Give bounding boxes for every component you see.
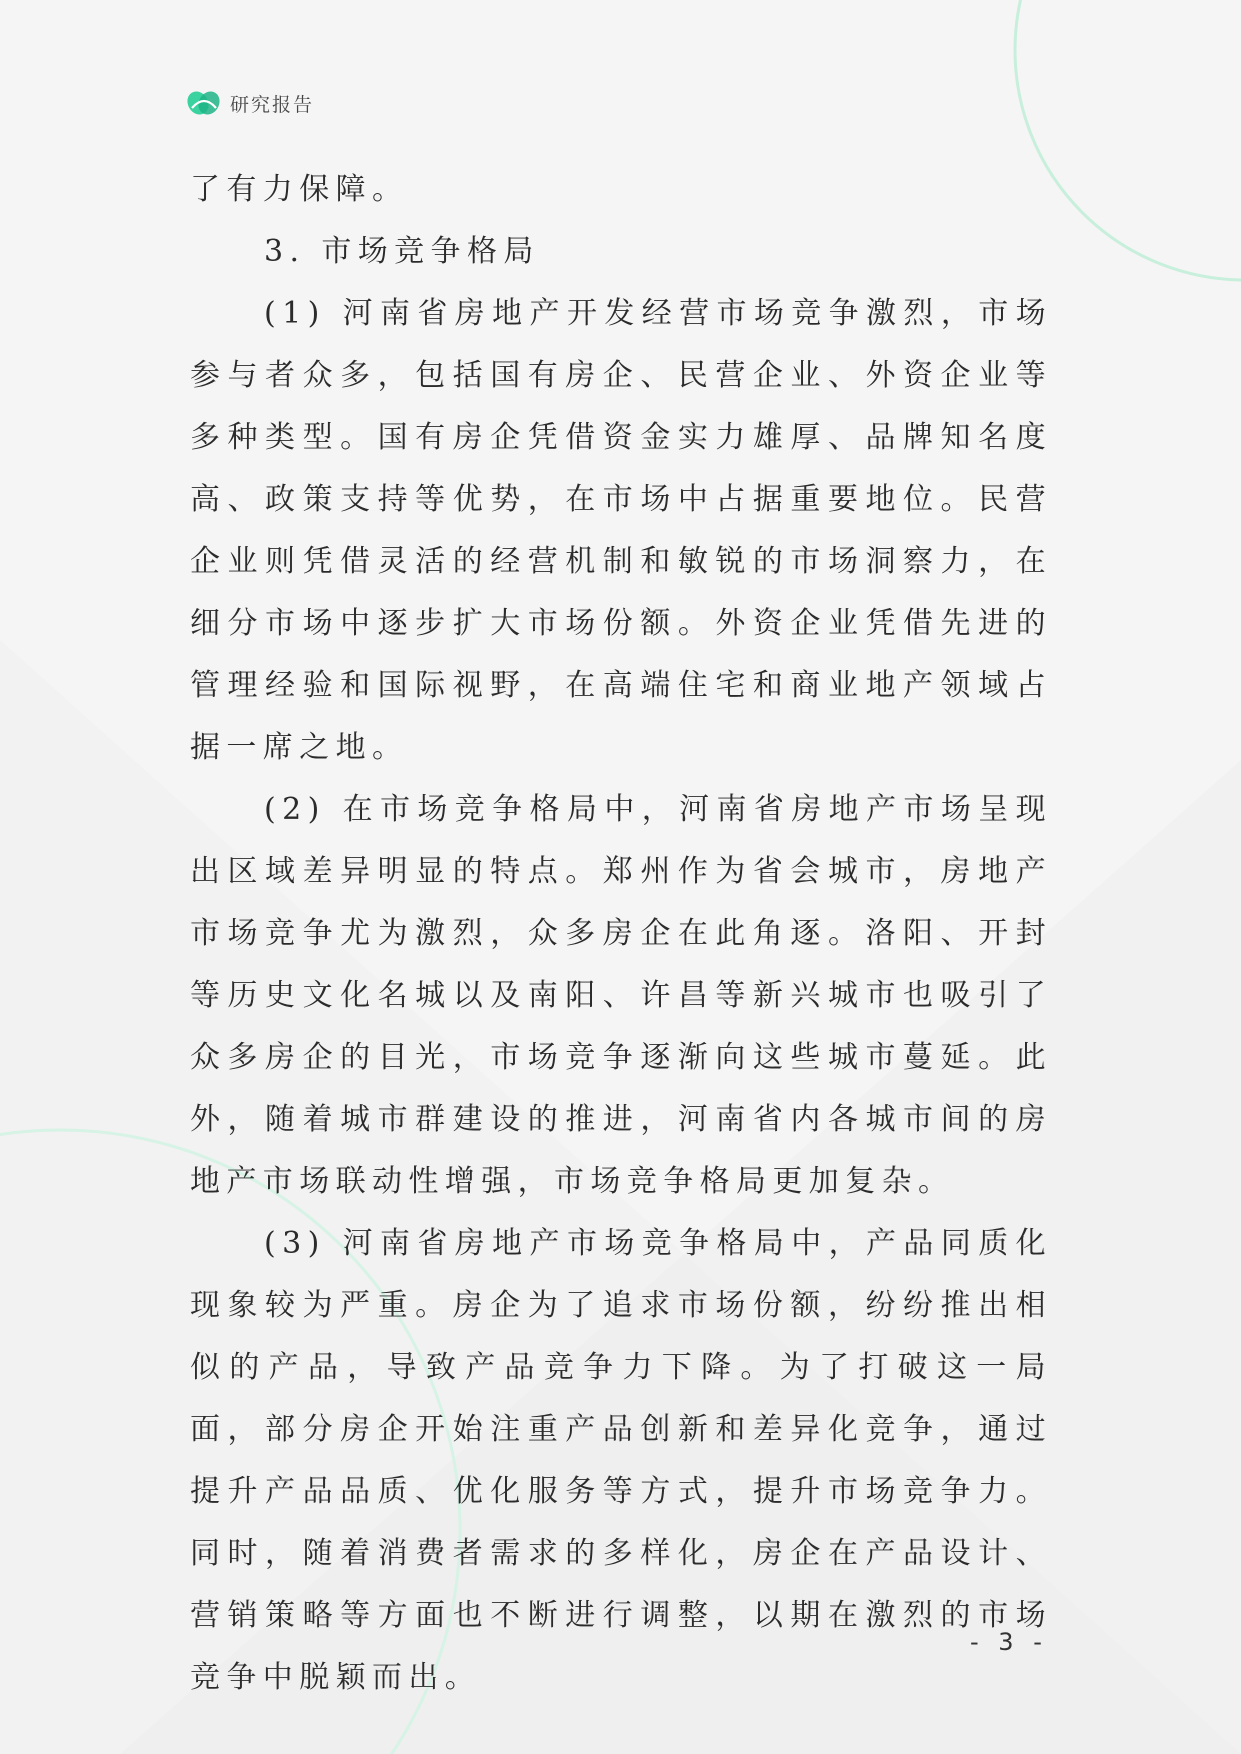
paragraph-continuation: 了有力保障。	[190, 172, 409, 207]
paragraph-product-homogeneity: (3) 河南省房地产市场竞争格局中，产品同质化现象较为严重。房企为了追求市场份额，纷纷推出相似的产品，导致产品竞争力下降。为了打破这一局面，部分房企开始注重产品创新和差异化竞争，通过提升产品品质、优化服务等方式，提升市场竞争力。同时，随着消费者需求的多样化，房企在产品设计、营销策略等方面也不断进行调整，以期在激烈的市场竞争中脱颖而出。	[190, 1226, 1052, 1695]
report-header	[186, 88, 314, 118]
leaf-logo-icon	[186, 88, 222, 118]
section-heading: 3. 市场竞争格局	[264, 234, 540, 269]
page-number: - 3 -	[970, 1628, 1048, 1656]
paragraph-competition-participants: (1) 河南省房地产开发经营市场竞争激烈，市场参与者众多，包括国有房企、民营企业、外资企业等多种类型。国有房企凭借资金实力雄厚、品牌知名度高、政策支持等优势，在市场中占据重要地位。民营企业则凭借灵活的经营机制和敏锐的市场洞察力，在细分市场中逐步扩大市场份额。外资企业凭借先进的管理经验和国际视野，在高端住宅和商业地产领域占据一席之地。	[190, 296, 1052, 765]
header-title: 研究报告	[230, 93, 315, 116]
report-body	[190, 159, 1052, 1709]
paragraph-regional-differences: (2) 在市场竞争格局中，河南省房地产市场呈现出区域差异明显的特点。郑州作为省会城市，房地产市场竞争尤为激烈，众多房企在此角逐。洛阳、开封等历史文化名城以及南阳、许昌等新兴城市也吸引了众多房企的目光，市场竞争逐渐向这些城市蔓延。此外，随着城市群建设的推进，河南省内各城市间的房地产市场联动性增强，市场竞争格局更加复杂。	[190, 792, 1052, 1199]
